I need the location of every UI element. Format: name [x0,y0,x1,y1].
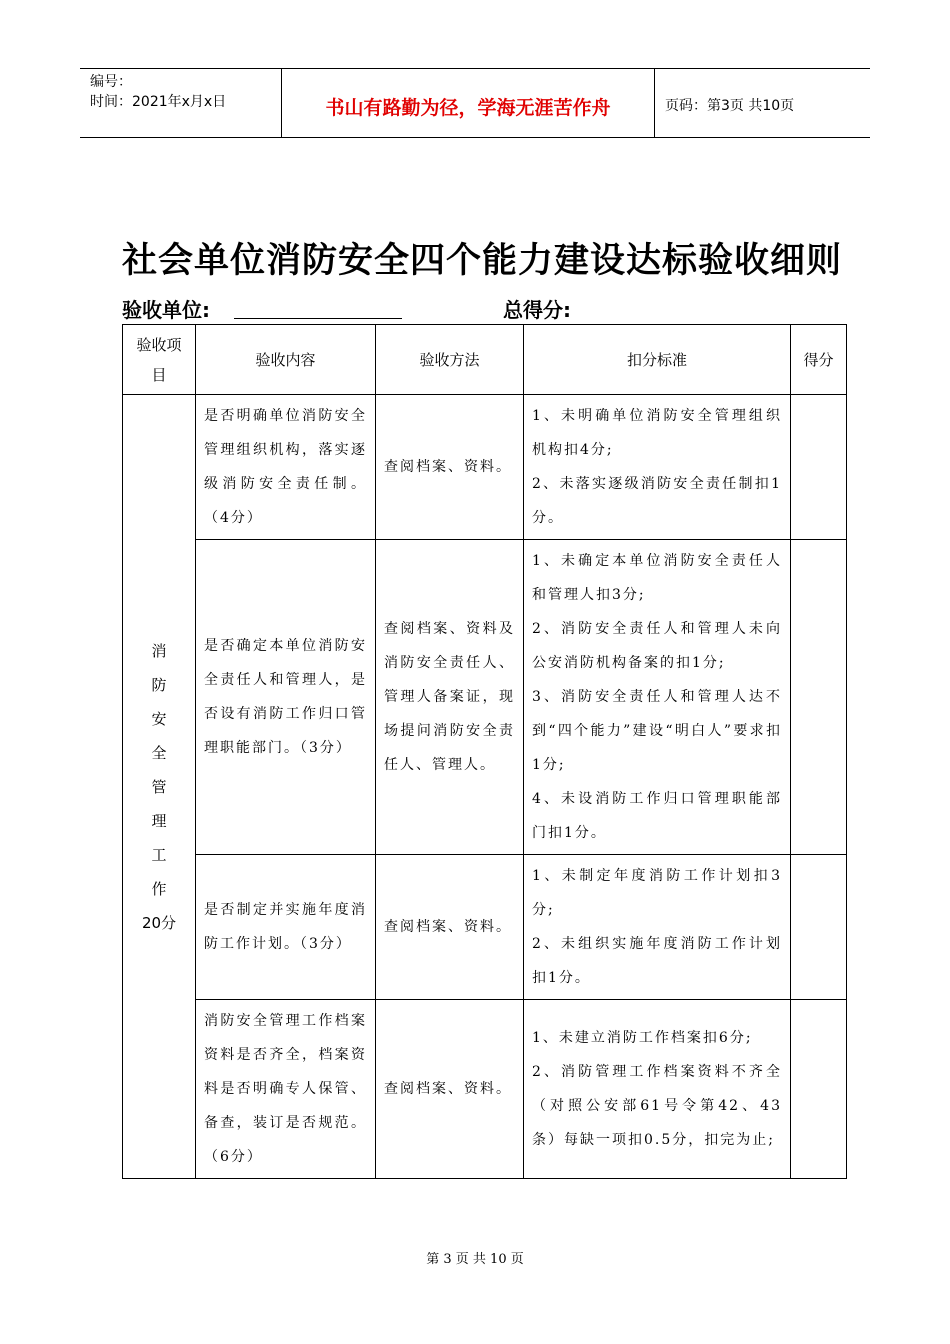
table-row [123,855,847,1000]
category-label [123,634,195,906]
header-motto-cell [281,69,655,137]
method-cell: 查阅档案、资料。 [376,855,524,1000]
category-char: 工 [151,845,167,864]
total-score-label: 总得分: [503,298,571,322]
category-char: 管 [151,777,167,796]
score-cell [791,540,847,855]
criteria-cell: 1、未确定本单位消防安全责任人和管理人扣3分; 2、消防安全责任人和管理人未向公安消防机构备案的扣1分; 3、消防安全责任人和管理人达不到“四个能力”建设“明白人”要求扣1分; 4、未设消防工作归口管理职能部门扣1分。 [524,540,791,855]
header-criteria: 扣分标准 [524,325,791,395]
unit-blank-line [234,318,402,319]
content-cell: 消防安全管理工作档案资料是否齐全，档案资料是否明确专人保管、备查，装订是否规范。（6分） [196,1000,376,1179]
method-cell: 查阅档案、资料及消防安全责任人、管理人备案证，现场提问消防安全责任人、管理人。 [376,540,524,855]
table-row [123,395,847,540]
category-char: 安 [151,709,167,728]
header-score: 得分 [791,325,847,395]
category-char: 防 [151,675,167,694]
method-cell: 查阅档案、资料。 [376,1000,524,1179]
table-row [123,1000,847,1179]
category-char: 理 [151,811,167,830]
content-cell: 是否制定并实施年度消防工作计划。（3分） [196,855,376,1000]
table-header-row [123,325,847,395]
category-cell [123,395,196,1179]
criteria-cell: 1、未建立消防工作档案扣6分; 2、消防管理工作档案资料不齐全（对照公安部61号令第42、43条）每缺一项扣0.5分，扣完为止; [524,1000,791,1179]
header-item: 验收项目 [123,325,196,395]
table-row [123,540,847,855]
motto-text: 书山有路勤为径，学海无涯苦作舟 [325,97,611,119]
score-cell [791,395,847,540]
category-char: 消 [151,641,167,660]
header-meta [80,69,280,137]
header-content: 验收内容 [196,325,376,395]
header-method: 验收方法 [376,325,524,395]
content-cell: 是否明确单位消防安全管理组织机构，落实逐级消防安全责任制。（4分） [196,395,376,540]
date-label: 时间：2021年x月x日 [90,94,227,110]
serial-label: 编号： [90,74,132,90]
criteria-cell: 1、未制定年度消防工作计划扣3分; 2、未组织实施年度消防工作计划扣1分。 [524,855,791,1000]
method-cell: 查阅档案、资料。 [376,395,524,540]
score-cell [791,1000,847,1179]
category-score: 20分 [141,913,177,932]
acceptance-table [122,324,847,1179]
category-char: 全 [151,743,167,762]
criteria-cell: 1、未明确单位消防安全管理组织机构扣4分; 2、未落实逐级消防安全责任制扣1分。 [524,395,791,540]
page-header [80,68,870,138]
score-cell [791,855,847,1000]
document-title: 社会单位消防安全四个能力建设达标验收细则 [122,241,843,281]
content-cell: 是否确定本单位消防安全责任人和管理人，是否设有消防工作归口管理职能部门。（3分） [196,540,376,855]
page-number-label: 页码：第3页 共10页 [665,98,795,114]
category-char: 作 [151,879,167,898]
page-footer: 第 3 页 共 10 页 [426,1252,524,1267]
unit-label: 验收单位: [122,298,210,322]
